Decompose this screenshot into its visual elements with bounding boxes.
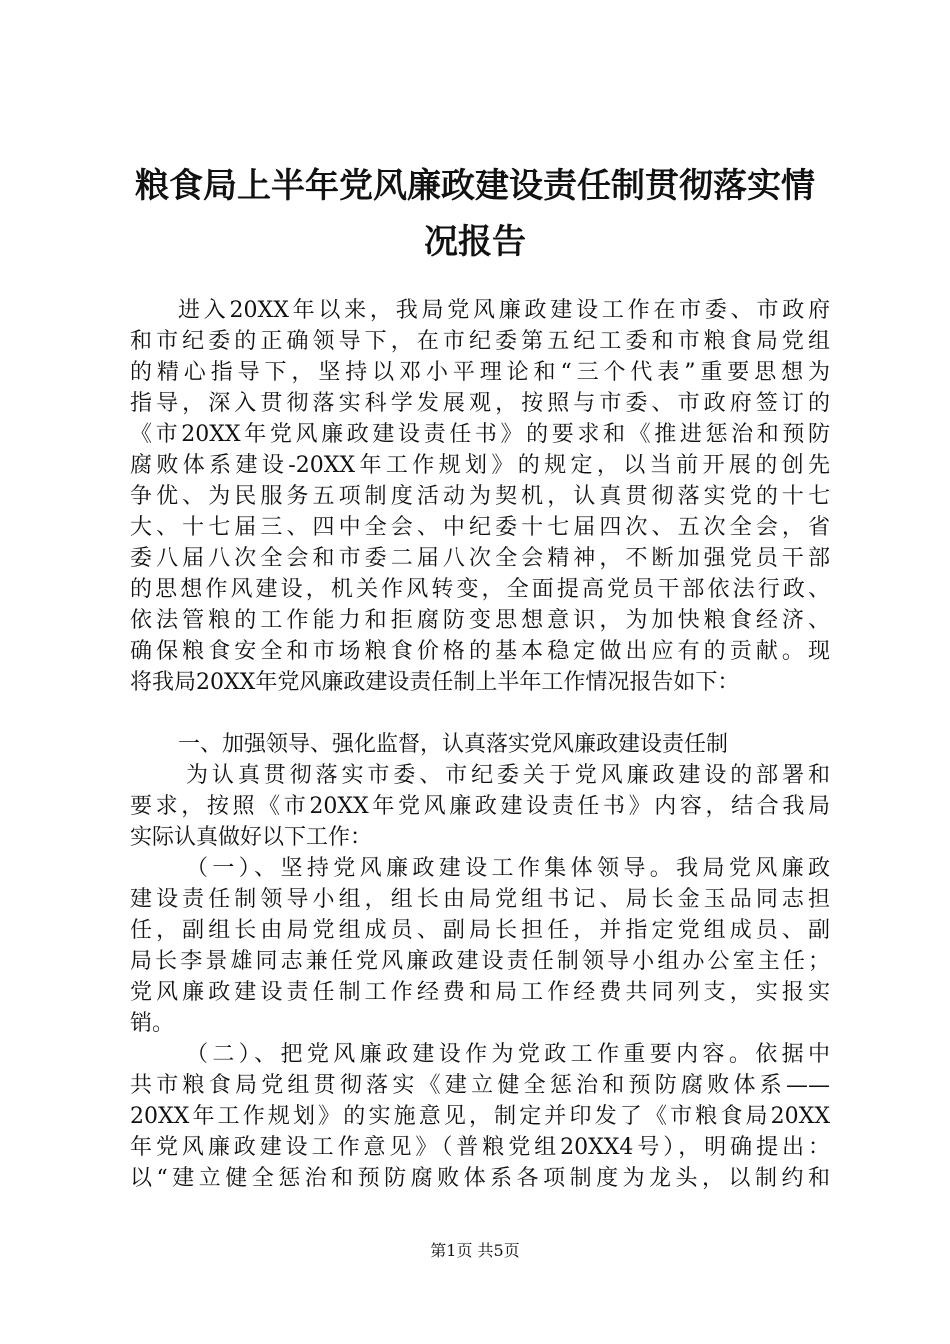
text-line: 任，副组长由局党组成员、副局长担任，并指定党组成员、副 xyxy=(130,918,830,943)
text-line: 大、十七届三、四中全会、中纪委十七届四次、五次全会，省 xyxy=(130,515,830,540)
paragraph-section1 xyxy=(130,760,830,853)
paragraph-item-1 xyxy=(130,853,830,1039)
paragraph-item-2 xyxy=(130,1039,830,1194)
document-title-line-1: 粮食局上半年党风廉政建设责任制贯彻落实情 xyxy=(135,166,815,206)
section-heading: 一、加强领导、强化监督，认真落实党风廉政建设责任制 xyxy=(178,732,729,757)
text-line: 将我局20XX年党风廉政建设责任制上半年工作情况报告如下： xyxy=(130,670,740,695)
text-line: 共市粮食局党组贯彻落实《建立健全惩治和预防腐败体系—— xyxy=(130,1073,830,1098)
text-line: （二）、把党风廉政建设作为党政工作重要内容。依据中 xyxy=(186,1042,830,1067)
text-line: 以“建立健全惩治和预防腐败体系各项制度为龙头，以制约和 xyxy=(130,1166,830,1191)
text-line: （一）、坚持党风廉政建设工作集体领导。我局党风廉政 xyxy=(186,856,830,881)
text-line: 《市20XX年党风廉政建设责任书》的要求和《推进惩治和预防 xyxy=(130,422,830,447)
text-line: 实际认真做好以下工作： xyxy=(130,825,373,850)
text-line: 争优、为民服务五项制度活动为契机，认真贯彻落实党的十七 xyxy=(130,484,830,509)
text-line: 确保粮食安全和市场粮食价格的基本稳定做出应有的贡献。现 xyxy=(130,639,830,664)
text-line: 销。 xyxy=(130,1011,175,1036)
text-line: 腐败体系建设-20XX年工作规划》的规定，以当前开展的创先 xyxy=(130,453,830,478)
text-line: 进入20XX年以来，我局党风廉政建设工作在市委、市政府 xyxy=(178,298,830,323)
text-line: 指导，深入贯彻落实科学发展观，按照与市委、市政府签订的 xyxy=(130,391,830,416)
text-line: 和市纪委的正确领导下，在市纪委第五纪工委和市粮食局党组 xyxy=(130,329,830,354)
text-line: 党风廉政建设责任制工作经费和局工作经费共同列支，实报实 xyxy=(130,980,830,1005)
text-line: 建设责任制领导小组，组长由局党组书记、局长金玉品同志担 xyxy=(130,887,830,912)
text-line: 的思想作风建设，机关作风转变，全面提高党员干部依法行政、 xyxy=(130,577,830,602)
page-number-footer: 第1页 共5页 xyxy=(430,1241,520,1260)
document-body xyxy=(130,295,830,1194)
paragraph-intro xyxy=(130,295,830,698)
paragraph-gap xyxy=(130,698,830,729)
text-line: 要求，按照《市20XX年党风廉政建设责任书》内容，结合我局 xyxy=(130,794,830,819)
text-line: 局长李景雄同志兼任党风廉政建设责任制领导小组办公室主任； xyxy=(130,949,830,974)
text-line: 20XX年工作规划》的实施意见，制定并印发了《市粮食局20XX xyxy=(130,1104,830,1129)
text-line: 为认真贯彻落实市委、市纪委关于党风廉政建设的部署和 xyxy=(186,763,830,788)
text-line: 年党风廉政建设工作意见》（普粮党组20XX4号），明确提出： xyxy=(130,1135,830,1160)
text-line: 的精心指导下，坚持以邓小平理论和“三个代表”重要思想为 xyxy=(130,360,830,385)
text-line: 委八届八次全会和市委二届八次全会精神，不断加强党员干部 xyxy=(130,546,830,571)
document-title-line-2: 况报告 xyxy=(424,222,526,262)
text-line: 依法管粮的工作能力和拒腐防变思想意识，为加快粮食经济、 xyxy=(130,608,830,633)
